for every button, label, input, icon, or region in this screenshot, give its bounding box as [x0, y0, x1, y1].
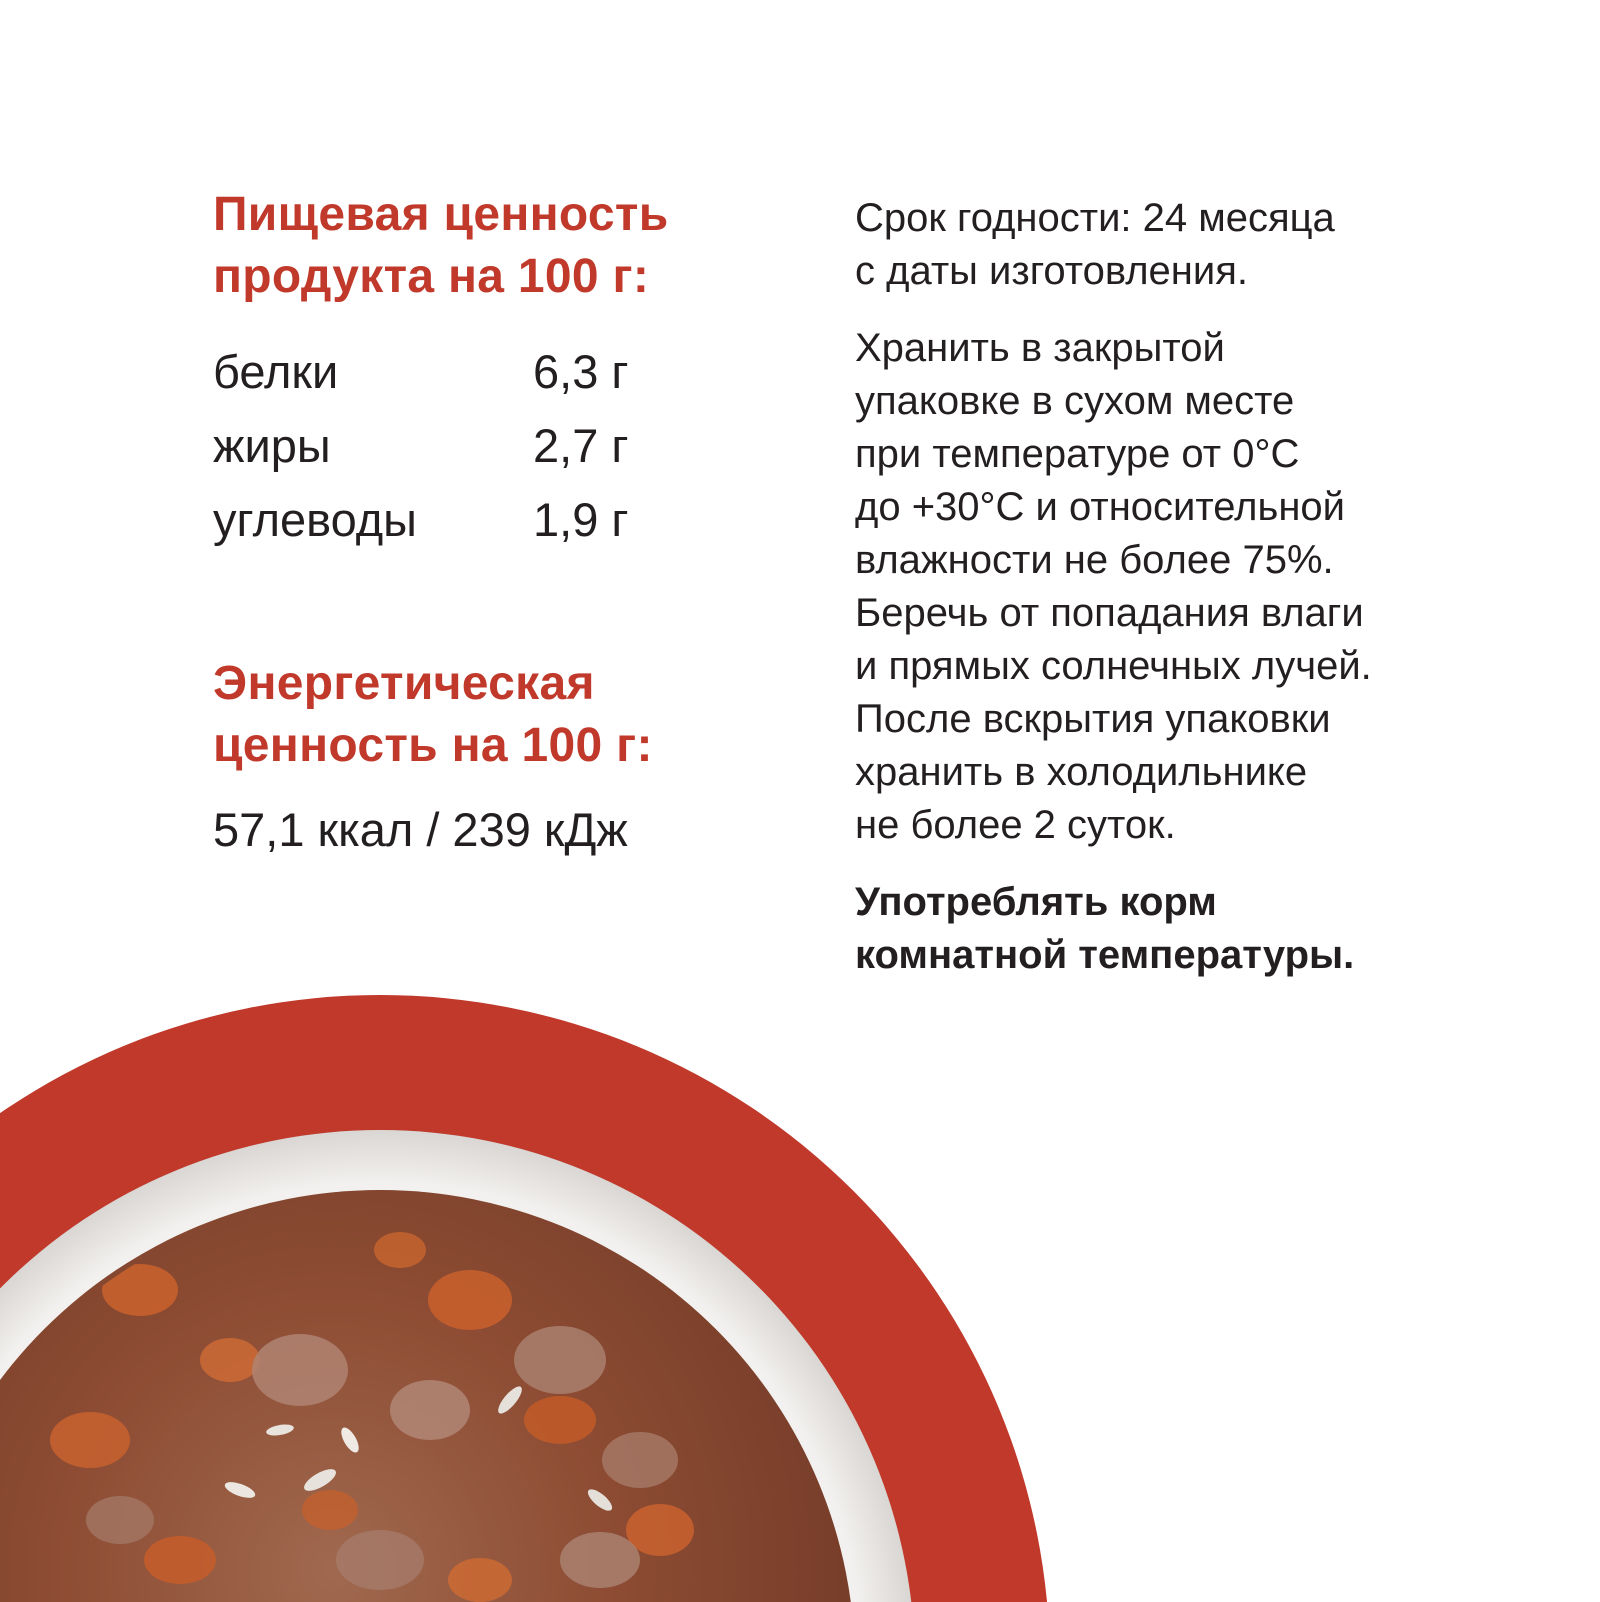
nutrient-name: жиры: [213, 418, 331, 472]
storage-line: Беречь от попадания влаги: [855, 591, 1364, 635]
nutrient-row: [213, 482, 713, 556]
plate-rim: [0, 995, 1050, 1602]
nutrient-row: [213, 408, 713, 482]
nutrient-value: 1,9 г: [533, 492, 629, 546]
storage-conditions-text: [855, 322, 1475, 852]
storage-info: [855, 192, 1475, 982]
nutrient-value: 6,3 г: [533, 344, 629, 398]
storage-line: и прямых солнечных лучей.: [855, 644, 1372, 688]
nutrition-heading-line2: продукта на 100 г:: [213, 250, 650, 303]
bowl-inner: [0, 1130, 915, 1602]
nutrient-name: углеводы: [213, 492, 417, 546]
storage-line: влажности не более 75%.: [855, 538, 1334, 582]
serving-line: Употреблять корм: [855, 880, 1217, 924]
soup-chunks: [50, 1232, 694, 1602]
serving-line: комнатной температуры.: [855, 933, 1355, 977]
energy-heading: [213, 653, 773, 777]
energy-value: 57,1 ккал / 239 кДж: [213, 803, 628, 856]
nutrition-heading-line1: Пищевая ценность: [213, 188, 669, 241]
storage-line: упаковке в сухом месте: [855, 379, 1295, 423]
nutrient-value: 2,7 г: [533, 418, 629, 472]
serving-instruction: [855, 876, 1475, 982]
soup: [0, 1190, 855, 1602]
nutrient-row: [213, 334, 713, 408]
storage-line: хранить в холодильнике: [855, 750, 1308, 794]
storage-line: до +30°С и относительной: [855, 485, 1346, 529]
nutrient-name: белки: [213, 344, 339, 398]
storage-line: при температуре от 0°С: [855, 432, 1300, 476]
storage-line: После вскрытия упаковки: [855, 697, 1331, 741]
nutrient-table: [213, 334, 713, 556]
energy-heading-line1: Энергетическая: [213, 657, 595, 710]
storage-line: не более 2 суток.: [855, 803, 1176, 847]
storage-line: Хранить в закрытой: [855, 326, 1225, 370]
shelf-life-line: с даты изготовления.: [855, 249, 1249, 293]
energy-heading-line2: ценность на 100 г:: [213, 719, 653, 772]
shelf-life-text: [855, 192, 1475, 298]
nutrition-heading: [213, 184, 773, 308]
shelf-life-line: Срок годности: 24 месяца: [855, 196, 1335, 240]
